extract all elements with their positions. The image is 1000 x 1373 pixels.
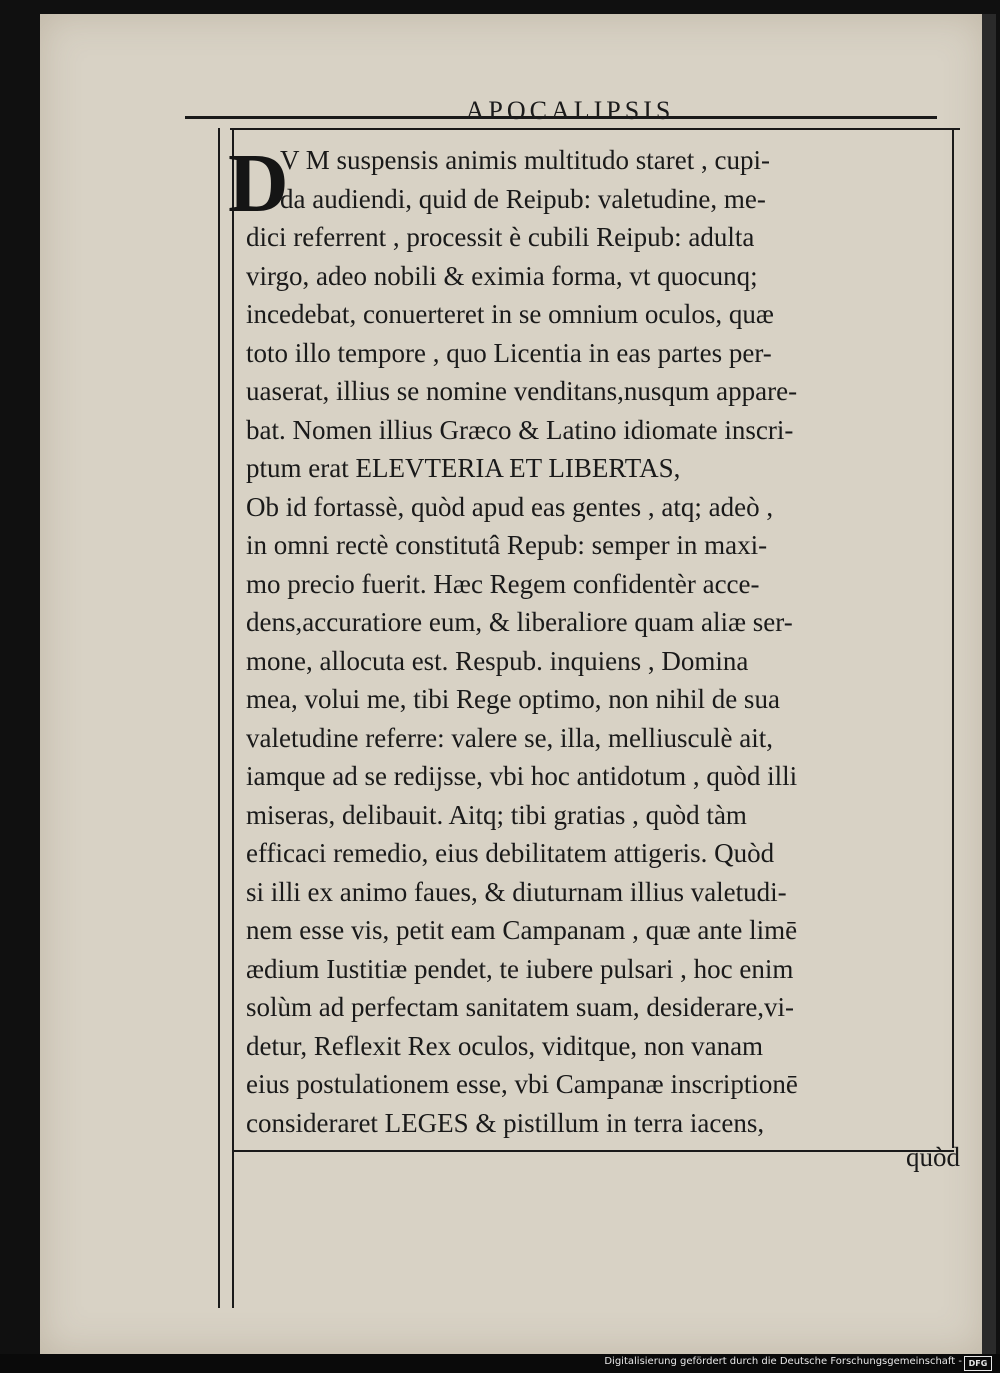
text-line: Ob id fortassè, quòd apud eas gentes , atq; adeò , bbox=[246, 491, 774, 522]
frame-left-outer-rule bbox=[218, 128, 220, 1308]
frame-top-rule bbox=[230, 128, 960, 130]
text-line: iamque ad se redijsse, vbi hoc antidotum , quòd illi bbox=[246, 761, 798, 791]
text-line: solùm ad perfectam sanitatem suam, desiderare,vi- bbox=[246, 992, 795, 1022]
frame-left-inner-rule bbox=[232, 128, 234, 1308]
text-line: in omni rectè constitutâ Repub: semper in maxi- bbox=[246, 530, 768, 560]
text-line: virgo, adeo nobili & eximia forma, vt quocunq; bbox=[246, 260, 758, 291]
text-line: da audiendi, quid de Reipub: valetudine, me- bbox=[280, 183, 766, 214]
frame-bottom-rule bbox=[232, 1150, 954, 1152]
text-line: valetudine referre: valere se, illa, melliusculè ait, bbox=[246, 722, 774, 753]
catchword: quòd bbox=[906, 1142, 960, 1172]
text-line: efficaci remedio, eius debilitatem attigeris. Quòd bbox=[246, 838, 775, 868]
drop-cap: D bbox=[228, 137, 289, 230]
page-gutter bbox=[982, 14, 996, 1354]
text-line: dici referrent , processit è cubili Reipub: adulta bbox=[246, 222, 755, 252]
text-line: eius postulationem esse, vbi Campanæ inscriptionē bbox=[246, 1069, 798, 1099]
text-line: bat. Nomen illius Græco & Latino idiomate inscri- bbox=[246, 414, 794, 445]
running-head: APOCALIPSIS bbox=[465, 96, 675, 125]
text-line: V M suspensis animis multitudo staret , cupi- bbox=[280, 145, 770, 175]
text-line: mo precio fuerit. Hæc Regem confidentèr acce- bbox=[246, 568, 760, 599]
text-line: ptum erat ELEVTERIA ET LIBERTAS, bbox=[246, 453, 681, 483]
text-line: consideraret LEGES & pistillum in terra iacens, bbox=[246, 1107, 765, 1138]
dfg-logo: DFG bbox=[964, 1356, 992, 1371]
text-line: uaserat, illius se nomine venditans,nusqum appare- bbox=[246, 376, 798, 406]
text-line: detur, Reflexit Rex oculos, viditque, non vanam bbox=[246, 1030, 764, 1061]
body-text bbox=[246, 140, 954, 1150]
text-line: miseras, delibauit. Aitq; tibi gratias , quòd tàm bbox=[246, 799, 747, 830]
footer-credit: Digitalisierung gefördert durch die Deutsche Forschungsgemeinschaft - bbox=[604, 1356, 962, 1367]
text-line: si illi ex animo faues, & diuturnam illius valetudi- bbox=[246, 876, 787, 907]
text-line: mea, volui me, tibi Rege optimo, non nihil de sua bbox=[246, 684, 780, 714]
text-line: mone, allocuta est. Respub. inquiens , Domina bbox=[246, 645, 749, 676]
text-line: nem esse vis, petit eam Campanam , quæ ante limē bbox=[246, 915, 798, 945]
text-line: incedebat, conuerteret in se omnium oculos, quæ bbox=[246, 299, 774, 329]
text-line: ædium Iustitiæ pendet, te iubere pulsari , hoc enim bbox=[246, 953, 794, 984]
text-line: dens,accuratiore eum, & liberaliore quam aliæ ser- bbox=[246, 607, 793, 637]
text-line: toto illo tempore , quo Licentia in eas partes per- bbox=[246, 337, 772, 368]
